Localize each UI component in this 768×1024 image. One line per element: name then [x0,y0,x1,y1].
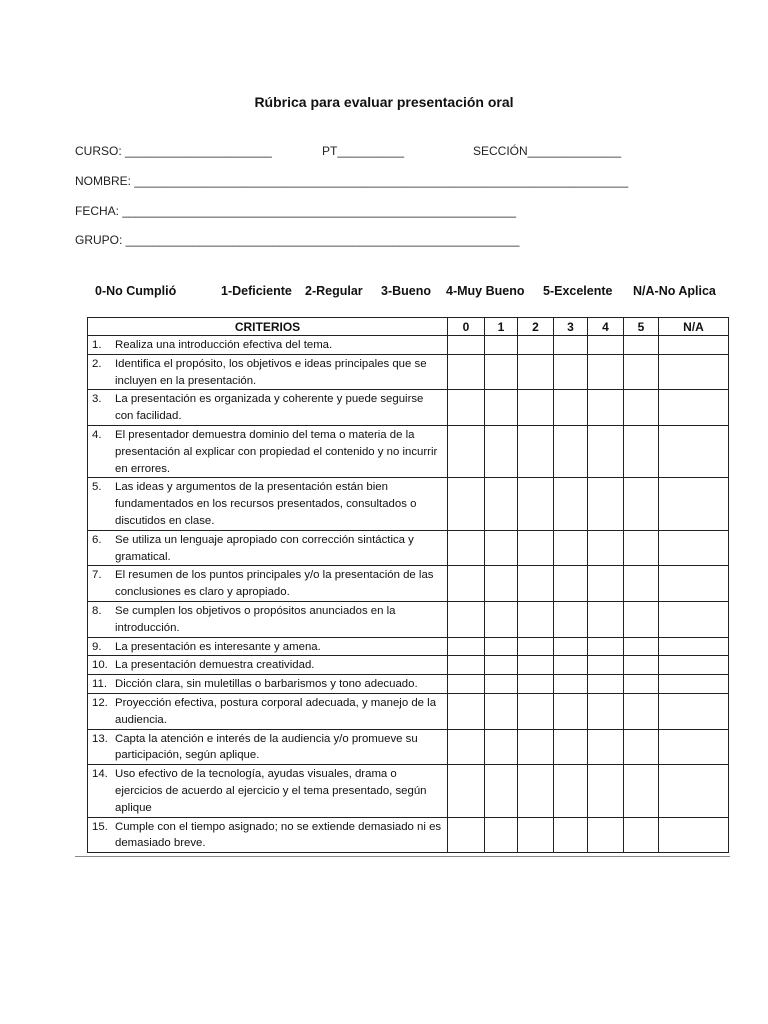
legend-item-4: 4-Muy Bueno [446,284,525,298]
criterion-cell [88,765,448,817]
criterion-number: 1. [92,339,102,351]
header-score-4: 4 [588,318,624,336]
table-row [88,478,729,530]
score-cell-na[interactable] [659,637,729,656]
criterion-cell [88,637,448,656]
score-cell-5[interactable] [624,478,659,530]
criterion-text: Identifica el propósito, los objetivos e ideas principales que se incluyen en la presentación. [115,357,427,387]
score-cell-0[interactable] [448,817,485,853]
score-cell-2[interactable] [518,675,554,694]
score-cell-1[interactable] [485,530,518,566]
score-cell-na[interactable] [659,425,729,477]
criterion-text: Uso efectivo de la tecnología, ayudas visuales, drama o ejercicios de acuerdo al ejercicio y el tema presentado, según aplique [115,768,427,814]
table-row [88,601,729,637]
score-cell-0[interactable] [448,675,485,694]
criterion-number: 5. [92,481,102,494]
criterion-cell [88,390,448,426]
score-cell-4[interactable] [588,336,624,355]
score-cell-1[interactable] [485,566,518,602]
score-cell-5[interactable] [624,675,659,694]
criterion-text: El presentador demuestra dominio del tema o materia de la presentación al explicar con propiedad el contenido y no incurrir en errores. [115,428,438,475]
score-cell-5[interactable] [624,656,659,675]
score-cell-2[interactable] [518,478,554,530]
score-cell-3[interactable] [554,656,588,675]
score-cell-5[interactable] [624,566,659,602]
header-na: N/A [659,318,729,336]
header-score-0: 0 [448,318,485,336]
criterion-cell [88,729,448,765]
score-cell-3[interactable] [554,390,588,426]
score-cell-4[interactable] [588,817,624,853]
criterion-cell [88,425,448,477]
score-cell-3[interactable] [554,530,588,566]
header-criterios: CRITERIOS [88,318,448,336]
criterion-text: Proyección efectiva, postura corporal adecuada, y manejo de la audiencia. [115,696,437,726]
bottom-divider [75,856,730,857]
score-cell-4[interactable] [588,425,624,477]
score-cell-na[interactable] [659,693,729,729]
criterion-cell [88,601,448,637]
criterion-number: 15. [92,820,108,833]
score-cell-3[interactable] [554,729,588,765]
legend-item-3: 3-Bueno [381,284,431,298]
score-cell-1[interactable] [485,675,518,694]
score-cell-2[interactable] [518,601,554,637]
score-cell-na[interactable] [659,354,729,390]
criterion-text: Cumple con el tiempo asignado; no se extiende demasiado ni es demasiado breve. [115,820,442,850]
score-cell-5[interactable] [624,336,659,355]
score-cell-0[interactable] [448,693,485,729]
score-cell-1[interactable] [485,637,518,656]
criterion-text: Las ideas y argumentos de la presentación están bien fundamentados en los recursos presentados, consultados o discutidos en clase. [115,481,417,527]
header-score-1: 1 [485,318,518,336]
criterion-cell [88,566,448,602]
legend-item-0: 0-No Cumplió [95,284,177,298]
score-cell-2[interactable] [518,530,554,566]
score-cell-2[interactable] [518,729,554,765]
rubric-table [87,317,729,853]
score-cell-5[interactable] [624,637,659,656]
criterion-cell [88,354,448,390]
score-cell-1[interactable] [485,601,518,637]
score-cell-4[interactable] [588,390,624,426]
criterion-text: Se cumplen los objetivos o propósitos anunciados en la introducción. [115,604,396,634]
table-row [88,354,729,390]
score-cell-1[interactable] [485,354,518,390]
criterion-text: Realiza una introducción efectiva del tema. [115,339,333,351]
score-cell-2[interactable] [518,390,554,426]
score-cell-4[interactable] [588,656,624,675]
header-score-2: 2 [518,318,554,336]
score-cell-0[interactable] [448,478,485,530]
score-cell-0[interactable] [448,390,485,426]
score-cell-0[interactable] [448,656,485,675]
criterion-cell [88,530,448,566]
table-row [88,693,729,729]
score-cell-2[interactable] [518,354,554,390]
score-cell-1[interactable] [485,729,518,765]
criterion-number: 14. [92,768,108,781]
table-row [88,675,729,694]
table-row [88,656,729,675]
score-cell-4[interactable] [588,601,624,637]
legend-item-2: 2-Regular [305,284,363,298]
criterion-number: 10. [92,659,108,672]
header-score-5: 5 [624,318,659,336]
score-cell-na[interactable] [659,656,729,675]
score-cell-4[interactable] [588,530,624,566]
table-row [88,765,729,817]
score-cell-2[interactable] [518,765,554,817]
score-cell-0[interactable] [448,601,485,637]
score-cell-na[interactable] [659,478,729,530]
score-cell-3[interactable] [554,478,588,530]
score-cell-0[interactable] [448,336,485,355]
criterion-cell [88,478,448,530]
score-cell-2[interactable] [518,425,554,477]
score-cell-5[interactable] [624,817,659,853]
criterion-cell [88,817,448,853]
score-cell-3[interactable] [554,425,588,477]
score-cell-5[interactable] [624,354,659,390]
score-cell-3[interactable] [554,675,588,694]
table-row [88,390,729,426]
score-cell-1[interactable] [485,817,518,853]
page-title: Rúbrica para evaluar presentación oral [254,94,514,110]
legend-item-na: N/A-No Aplica [633,284,716,298]
criterion-text: La presentación demuestra creatividad. [115,659,315,672]
pt-field[interactable]: PT__________ [322,144,405,158]
table-row [88,817,729,853]
score-cell-5[interactable] [624,765,659,817]
score-cell-1[interactable] [485,336,518,355]
score-cell-2[interactable] [518,336,554,355]
score-cell-1[interactable] [485,656,518,675]
score-cell-1[interactable] [485,390,518,426]
criterion-text: Se utiliza un lenguaje apropiado con corrección sintáctica y gramatical. [115,533,414,563]
score-cell-4[interactable] [588,478,624,530]
score-cell-5[interactable] [624,693,659,729]
table-row [88,637,729,656]
score-cell-0[interactable] [448,729,485,765]
score-cell-3[interactable] [554,566,588,602]
criterion-text: El resumen de los puntos principales y/o la presentación de las conclusiones es claro y apropiado. [115,569,434,599]
criterion-number: 8. [92,604,102,617]
score-cell-na[interactable] [659,390,729,426]
score-cell-5[interactable] [624,425,659,477]
score-cell-2[interactable] [518,637,554,656]
criterion-text: La presentación es interesante y amena. [115,640,321,653]
score-cell-na[interactable] [659,530,729,566]
nombre-field[interactable]: NOMBRE: __________________________________________________________________________ [75,174,629,188]
score-cell-4[interactable] [588,693,624,729]
score-cell-4[interactable] [588,675,624,694]
score-cell-0[interactable] [448,637,485,656]
score-cell-3[interactable] [554,601,588,637]
score-cell-0[interactable] [448,765,485,817]
table-row [88,336,729,355]
criterion-number: 6. [92,533,102,546]
score-cell-2[interactable] [518,566,554,602]
curso-field[interactable]: CURSO: ______________________ [75,144,272,158]
score-cell-4[interactable] [588,637,624,656]
header-score-3: 3 [554,318,588,336]
table-row [88,425,729,477]
score-cell-3[interactable] [554,336,588,355]
score-cell-na[interactable] [659,817,729,853]
score-cell-na[interactable] [659,566,729,602]
score-cell-2[interactable] [518,693,554,729]
score-cell-1[interactable] [485,478,518,530]
seccion-field[interactable]: SECCIÓN______________ [473,144,622,158]
score-cell-2[interactable] [518,817,554,853]
score-cell-na[interactable] [659,765,729,817]
criterion-text: Capta la atención e interés de la audiencia y/o promueve su participación, según aplique. [115,732,418,762]
score-cell-4[interactable] [588,354,624,390]
criterion-cell [88,656,448,675]
criterion-text: La presentación es organizada y coherente y puede seguirse con facilidad. [115,393,424,423]
table-row [88,729,729,765]
score-cell-na[interactable] [659,675,729,694]
criterion-text: Dicción clara, sin muletillas o barbarismos y tono adecuado. [115,678,418,691]
criterion-number: 13. [92,732,108,745]
legend-item-5: 5-Excelente [543,284,613,298]
score-cell-5[interactable] [624,390,659,426]
score-cell-3[interactable] [554,354,588,390]
criterion-number: 11. [92,678,107,691]
score-cell-na[interactable] [659,601,729,637]
score-cell-5[interactable] [624,601,659,637]
criterion-cell [88,693,448,729]
score-cell-0[interactable] [448,425,485,477]
score-cell-0[interactable] [448,566,485,602]
fecha-field[interactable]: FECHA: ___________________________________________________________ [75,204,517,218]
criterion-number: 9. [92,640,102,653]
score-cell-3[interactable] [554,637,588,656]
table-header-row [88,318,729,336]
criterion-cell [88,675,448,694]
table-row [88,566,729,602]
score-cell-5[interactable] [624,729,659,765]
score-cell-1[interactable] [485,765,518,817]
score-cell-0[interactable] [448,530,485,566]
legend-item-1: 1-Deficiente [221,284,292,298]
criterion-number: 3. [92,393,102,406]
criterion-number: 4. [92,428,102,441]
score-cell-na[interactable] [659,729,729,765]
score-cell-4[interactable] [588,566,624,602]
score-cell-4[interactable] [588,729,624,765]
criterion-cell [88,336,448,355]
score-cell-5[interactable] [624,530,659,566]
score-cell-3[interactable] [554,817,588,853]
score-cell-4[interactable] [588,765,624,817]
criterion-number: 2. [92,357,102,370]
score-cell-2[interactable] [518,656,554,675]
score-cell-1[interactable] [485,425,518,477]
score-cell-1[interactable] [485,693,518,729]
score-cell-3[interactable] [554,765,588,817]
score-cell-na[interactable] [659,336,729,355]
criterion-number: 12. [92,696,108,709]
score-cell-0[interactable] [448,354,485,390]
score-cell-3[interactable] [554,693,588,729]
criterion-number: 7. [92,569,102,582]
table-row [88,530,729,566]
grupo-field[interactable]: GRUPO: ___________________________________________________________ [75,233,520,247]
